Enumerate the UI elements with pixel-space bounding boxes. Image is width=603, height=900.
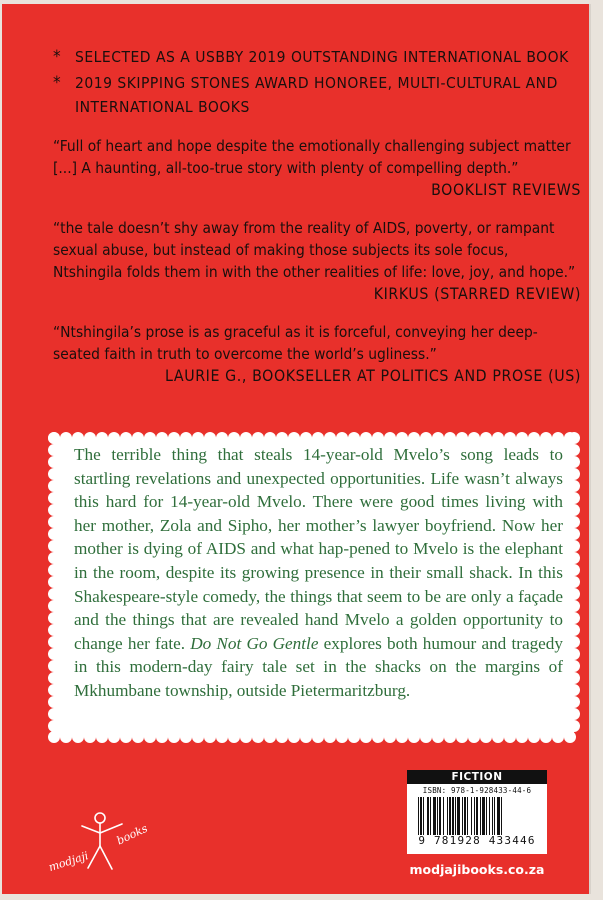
book-title: Do Not Go Gentle <box>190 633 319 653</box>
quote-source: LAURIE G., BOOKSELLER AT POLITICS AND PROSE (US) <box>165 366 581 385</box>
asterisk-bullet: * <box>53 47 62 67</box>
quote-source: BOOKLIST REVIEWS <box>431 180 581 199</box>
isbn-text: ISBN: 978-1-928433-44-6 <box>422 786 532 795</box>
publisher-logo <box>42 806 157 886</box>
barcode-number: 9 781928 433446 <box>418 834 536 847</box>
svg-text:books: books <box>114 821 150 848</box>
quote-text: “Full of heart and hope despite the emotionally challenging subject matter [...] A haunting, all-too-true story with plenty of compelling depth.” <box>53 137 571 177</box>
award-text: SELECTED AS A USBBY 2019 OUTSTANDING INTERNATIONAL BOOK <box>75 48 569 66</box>
asterisk-bullet: * <box>53 73 62 93</box>
award-item <box>53 45 573 69</box>
barcode-bars <box>415 797 539 835</box>
quote-source: KIRKUS (STARRED REVIEW) <box>373 284 581 303</box>
synopsis-panel <box>48 432 580 743</box>
category-label: FICTION <box>407 770 547 784</box>
book-back-cover <box>2 4 589 894</box>
synopsis-text <box>74 443 563 703</box>
review-quote <box>53 135 581 201</box>
review-quote <box>53 217 581 305</box>
review-quote <box>53 321 581 387</box>
review-quotes <box>53 135 581 403</box>
svg-text:modjaji: modjaji <box>47 849 91 875</box>
award-text: 2019 SKIPPING STONES AWARD HONOREE, MULTI-CULTURAL AND INTERNATIONAL BOOKS <box>75 74 558 116</box>
barcode-block <box>407 770 547 854</box>
synopsis-part: explores both humour and tragedy in this modern-day fairy tale set in the shacks on the margins of Mkhumbane township, outside Pietermaritzburg. <box>74 633 563 700</box>
synopsis-part: The terrible thing that steals 14-year-old Mvelo’s song leads to startling revelations and unexpected opportunities. Life wasn’t always this hard for 14-year-old Mvelo. There were good times living with her mother, Zola and Sipho, her mother’s lawyer boyfriend. Now her mother is dying of AIDS and what hap-pened to Mvelo is the elephant in the room, despite its growing presence in their small shack. In this Shakespeare-style comedy, the things that seem to be are only a façade and the things that are revealed hand Mvelo a golden opportunity to change her fate. <box>74 445 563 653</box>
award-item <box>53 71 573 119</box>
quote-text: “the tale doesn’t shy away from the reality of AIDS, poverty, or rampant sexual abuse, but instead of making those subjects its sole focus, Ntshingila folds them in with the other realities of life: love, joy, and hope.” <box>53 219 576 281</box>
quote-text: “Ntshingila’s prose is as graceful as it is forceful, conveying her deep-seated faith in truth to overcome the world’s ugliness.” <box>53 323 538 363</box>
publisher-website: modjajibooks.co.za <box>409 862 545 877</box>
awards-list <box>53 45 573 121</box>
